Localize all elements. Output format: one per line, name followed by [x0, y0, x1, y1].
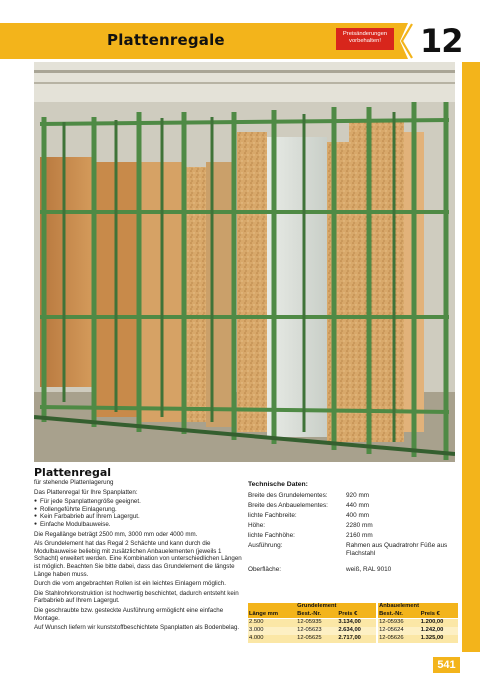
spec-label: Höhe:: [248, 522, 266, 529]
cell-anbau-nr: 12-05936: [377, 619, 420, 627]
spec-row: [248, 521, 458, 531]
feature-list: [34, 498, 244, 528]
col-anbau-price: Preis €: [420, 611, 458, 619]
list-item: ● Einfache Modulbauweise.: [34, 521, 244, 529]
page-number: 541: [433, 657, 460, 673]
specs-title: Technische Daten:: [248, 481, 308, 488]
cell-length: 3.000: [249, 627, 264, 634]
product-subtitle: für stehende Plattenlagerung: [34, 479, 114, 486]
chapter-number: 12: [420, 22, 463, 60]
col-grund-price: Preis €: [337, 611, 377, 619]
cell-grund-nr: 12-05623: [297, 627, 322, 634]
table-row: [248, 635, 458, 643]
table-row: [248, 627, 458, 635]
paragraph: Als Grundelement hat das Regal 2 Schächte und kann durch die Modulbauweise beliebig mit zusätzlichen Anbauelementen (jeweils 1 Schacht) erweitert werden. Eine Kombination von unterschiedlichen Längen ist möglich. Beachten Sie bitte dabei, dass das Grundelement die längste Länge haben muss.: [34, 540, 242, 578]
cell-grund-nr: 12-05935: [297, 619, 322, 626]
price-notice-badge: Preisänderungen vorbehalten!: [336, 28, 394, 50]
page-title: Plattenregale: [107, 31, 225, 49]
cell-grund-price: 3.134,00: [338, 619, 361, 626]
paragraph: Auf Wunsch liefern wir kunststoffbeschichtete Spanplatten als Bodenbelag.: [34, 624, 240, 632]
spec-label: Ausführung:: [248, 542, 283, 549]
spec-label: lichte Fachhöhe:: [248, 532, 295, 539]
cell-grund-price: 2.717,00: [338, 634, 361, 641]
spec-row: [248, 491, 458, 501]
spec-label: Breite des Anbauelementes:: [248, 502, 328, 509]
group-grundelement: Grundelement: [296, 603, 377, 611]
spec-row: [248, 511, 458, 521]
product-intro: Das Plattenregal für Ihre Spanplatten:: [34, 488, 138, 496]
spec-label: Oberfläche:: [248, 566, 282, 573]
spec-value: weiß, RAL 9010: [346, 566, 392, 573]
cell-grund-nr: 12-05625: [297, 634, 322, 641]
cell-anbau-price: 1.200,00: [420, 619, 444, 626]
spec-value: Rahmen aus Quadratrohr Füße aus Flachstahl: [346, 542, 448, 557]
col-grund-nr: Best.-Nr.: [296, 611, 337, 619]
cell-length: 2.500: [249, 619, 264, 626]
cell-length: 4.000: [249, 634, 264, 641]
rack-photo-illustration: [34, 62, 455, 462]
spec-row: [248, 541, 458, 559]
cell-grund-price: 2.634,00: [338, 627, 361, 634]
paragraph: Die Regallänge beträgt 2500 mm, 3000 mm oder 4000 mm.: [34, 530, 198, 538]
spec-row: [248, 531, 458, 541]
list-item: ● Für jede Spanplattengröße geeignet.: [34, 498, 244, 506]
price-table: [248, 603, 458, 643]
table-header-cell: [248, 603, 296, 611]
cell-anbau-price: 1.242,00: [420, 627, 444, 634]
group-anbauelement: Anbauelement: [377, 603, 458, 611]
spec-label: Breite des Grundelementes:: [248, 492, 328, 499]
technical-specs: [248, 481, 458, 575]
list-item: ● Rollengeführte Einlagerung.: [34, 506, 244, 514]
product-description: [34, 467, 244, 634]
cell-anbau-nr: 12-05624: [377, 627, 420, 635]
table-group-header: [248, 603, 458, 611]
spec-value: 400 mm: [346, 512, 370, 519]
paragraph: Die Stahlrohrkonstruktion ist hochwertig beschichtet, dadurch entsteht kein Farbabrieb auf Ihrem Lagergut.: [34, 589, 239, 605]
list-item: ● Kein Farbabrieb auf Ihrem Lagergut.: [34, 513, 244, 521]
spec-value: 2160 mm: [346, 532, 373, 539]
product-title: Plattenregal: [34, 466, 112, 479]
spec-value: 440 mm: [346, 502, 370, 509]
table-row: [248, 619, 458, 627]
col-anbau-nr: Best.-Nr.: [377, 611, 420, 619]
rack-photo: [34, 62, 455, 462]
table-header-row: [248, 611, 458, 619]
chevron-icon: [400, 23, 414, 59]
cell-anbau-nr: 12-05626: [377, 635, 420, 643]
spec-value: 2280 mm: [346, 522, 373, 529]
paragraph: Durch die vom angebrachten Rollen ist ein leichtes Einlagern möglich.: [34, 580, 226, 588]
spec-row: [248, 565, 458, 575]
spec-row: [248, 501, 458, 511]
side-accent-bar: [462, 62, 480, 652]
paragraph: Die geschraubte bzw. gesteckte Ausführung ermöglicht eine einfache Montage.: [34, 606, 224, 622]
spec-label: lichte Fachbreite:: [248, 512, 297, 519]
spec-value: 920 mm: [346, 492, 370, 499]
cell-anbau-price: 1.325,00: [420, 634, 444, 641]
col-length: Länge mm: [248, 611, 296, 619]
